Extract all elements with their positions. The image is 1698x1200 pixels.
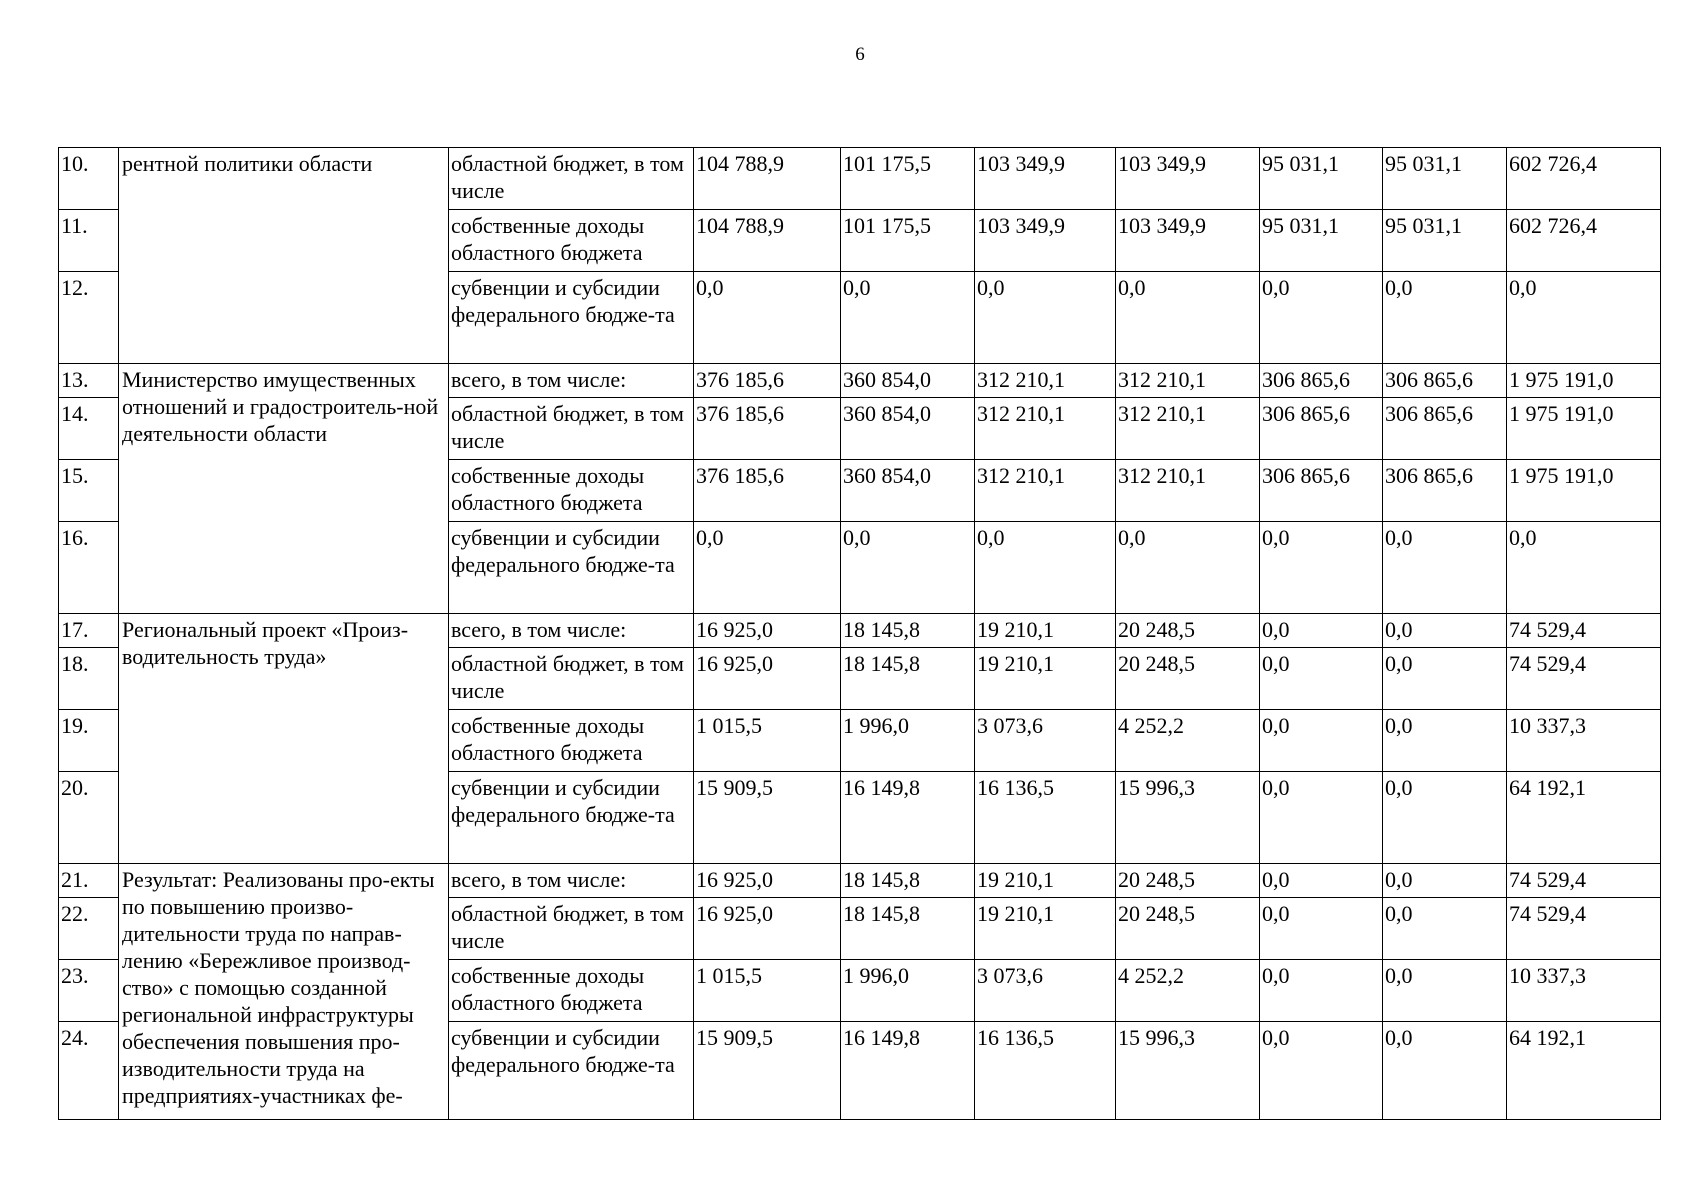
year-value: 0,0 xyxy=(694,272,841,364)
funding-source: собственные доходы областного бюджета xyxy=(449,460,694,522)
total-value: 10 337,3 xyxy=(1507,960,1661,1022)
year-value: 101 175,5 xyxy=(841,148,975,210)
year-value: 0,0 xyxy=(1383,898,1507,960)
year-value: 0,0 xyxy=(1260,272,1383,364)
year-value: 0,0 xyxy=(1383,960,1507,1022)
row-number: 22. xyxy=(59,898,119,960)
year-value: 16 925,0 xyxy=(694,648,841,710)
year-value: 0,0 xyxy=(1116,522,1260,614)
year-value: 3 073,6 xyxy=(975,710,1116,772)
year-value: 0,0 xyxy=(975,272,1116,364)
year-value: 1 996,0 xyxy=(841,960,975,1022)
year-value: 1 015,5 xyxy=(694,710,841,772)
year-value: 312 210,1 xyxy=(1116,398,1260,460)
year-value: 20 248,5 xyxy=(1116,614,1260,648)
funding-source: субвенции и субсидии федерального бюдже-та xyxy=(449,522,694,614)
year-value: 19 210,1 xyxy=(975,614,1116,648)
year-value: 1 015,5 xyxy=(694,960,841,1022)
year-value: 0,0 xyxy=(1260,648,1383,710)
year-value: 104 788,9 xyxy=(694,210,841,272)
row-number: 20. xyxy=(59,772,119,864)
funding-source: областной бюджет, в том числе xyxy=(449,398,694,460)
row-number: 16. xyxy=(59,522,119,614)
year-value: 16 136,5 xyxy=(975,772,1116,864)
year-value: 0,0 xyxy=(1260,864,1383,898)
year-value: 306 865,6 xyxy=(1383,398,1507,460)
total-value: 1 975 191,0 xyxy=(1507,460,1661,522)
year-value: 18 145,8 xyxy=(841,614,975,648)
year-value: 306 865,6 xyxy=(1260,398,1383,460)
total-value: 74 529,4 xyxy=(1507,648,1661,710)
year-value: 0,0 xyxy=(694,522,841,614)
responsible-executor: рентной политики области xyxy=(119,148,449,364)
year-value: 19 210,1 xyxy=(975,898,1116,960)
year-value: 0,0 xyxy=(1383,272,1507,364)
year-value: 0,0 xyxy=(841,272,975,364)
year-value: 16 149,8 xyxy=(841,772,975,864)
year-value: 20 248,5 xyxy=(1116,898,1260,960)
year-value: 95 031,1 xyxy=(1260,148,1383,210)
year-value: 0,0 xyxy=(1383,648,1507,710)
year-value: 16 925,0 xyxy=(694,614,841,648)
year-value: 18 145,8 xyxy=(841,648,975,710)
year-value: 101 175,5 xyxy=(841,210,975,272)
total-value: 0,0 xyxy=(1507,272,1661,364)
table-row xyxy=(59,614,1661,648)
year-value: 306 865,6 xyxy=(1383,364,1507,398)
year-value: 0,0 xyxy=(1260,898,1383,960)
total-value: 74 529,4 xyxy=(1507,614,1661,648)
year-value: 0,0 xyxy=(1383,522,1507,614)
year-value: 360 854,0 xyxy=(841,364,975,398)
row-number: 15. xyxy=(59,460,119,522)
table-row xyxy=(59,364,1661,398)
year-value: 0,0 xyxy=(1116,272,1260,364)
year-value: 20 248,5 xyxy=(1116,864,1260,898)
year-value: 360 854,0 xyxy=(841,398,975,460)
budget-table xyxy=(58,147,1661,1120)
funding-source: областной бюджет, в том числе xyxy=(449,648,694,710)
responsible-executor: Министерство имущественных отношений и градостроитель-ной деятельности области xyxy=(119,364,449,614)
year-value: 15 909,5 xyxy=(694,1022,841,1120)
responsible-executor: Региональный проект «Произ-водительность труда» xyxy=(119,614,449,864)
year-value: 306 865,6 xyxy=(1260,460,1383,522)
funding-source: субвенции и субсидии федерального бюдже-та xyxy=(449,272,694,364)
year-value: 376 185,6 xyxy=(694,398,841,460)
table-row xyxy=(59,864,1661,898)
row-number: 13. xyxy=(59,364,119,398)
row-number: 24. xyxy=(59,1022,119,1120)
funding-source: всего, в том числе: xyxy=(449,364,694,398)
year-value: 0,0 xyxy=(1260,614,1383,648)
year-value: 312 210,1 xyxy=(975,398,1116,460)
funding-source: собственные доходы областного бюджета xyxy=(449,210,694,272)
row-number: 23. xyxy=(59,960,119,1022)
page-number: 6 xyxy=(855,44,865,65)
funding-source: всего, в том числе: xyxy=(449,614,694,648)
total-value: 64 192,1 xyxy=(1507,1022,1661,1120)
year-value: 19 210,1 xyxy=(975,648,1116,710)
year-value: 376 185,6 xyxy=(694,364,841,398)
year-value: 95 031,1 xyxy=(1260,210,1383,272)
year-value: 103 349,9 xyxy=(975,210,1116,272)
total-value: 602 726,4 xyxy=(1507,210,1661,272)
total-value: 74 529,4 xyxy=(1507,898,1661,960)
year-value: 360 854,0 xyxy=(841,460,975,522)
total-value: 64 192,1 xyxy=(1507,772,1661,864)
year-value: 376 185,6 xyxy=(694,460,841,522)
funding-source: субвенции и субсидии федерального бюдже-та xyxy=(449,1022,694,1120)
funding-source: собственные доходы областного бюджета xyxy=(449,960,694,1022)
year-value: 103 349,9 xyxy=(975,148,1116,210)
total-value: 0,0 xyxy=(1507,522,1661,614)
year-value: 0,0 xyxy=(1260,1022,1383,1120)
year-value: 95 031,1 xyxy=(1383,210,1507,272)
year-value: 0,0 xyxy=(1260,522,1383,614)
funding-source: областной бюджет, в том числе xyxy=(449,898,694,960)
year-value: 95 031,1 xyxy=(1383,148,1507,210)
year-value: 18 145,8 xyxy=(841,898,975,960)
funding-source: собственные доходы областного бюджета xyxy=(449,710,694,772)
year-value: 312 210,1 xyxy=(975,364,1116,398)
total-value: 602 726,4 xyxy=(1507,148,1661,210)
year-value: 4 252,2 xyxy=(1116,960,1260,1022)
table-row xyxy=(59,148,1661,210)
year-value: 0,0 xyxy=(1383,1022,1507,1120)
year-value: 0,0 xyxy=(1260,710,1383,772)
row-number: 19. xyxy=(59,710,119,772)
year-value: 0,0 xyxy=(1383,772,1507,864)
year-value: 0,0 xyxy=(1260,772,1383,864)
total-value: 1 975 191,0 xyxy=(1507,398,1661,460)
year-value: 306 865,6 xyxy=(1260,364,1383,398)
year-value: 0,0 xyxy=(1383,614,1507,648)
year-value: 19 210,1 xyxy=(975,864,1116,898)
funding-source: субвенции и субсидии федерального бюдже-та xyxy=(449,772,694,864)
year-value: 15 996,3 xyxy=(1116,772,1260,864)
year-value: 312 210,1 xyxy=(1116,460,1260,522)
total-value: 10 337,3 xyxy=(1507,710,1661,772)
row-number: 18. xyxy=(59,648,119,710)
row-number: 17. xyxy=(59,614,119,648)
year-value: 16 136,5 xyxy=(975,1022,1116,1120)
total-value: 74 529,4 xyxy=(1507,864,1661,898)
year-value: 312 210,1 xyxy=(975,460,1116,522)
year-value: 0,0 xyxy=(1383,864,1507,898)
year-value: 16 149,8 xyxy=(841,1022,975,1120)
row-number: 11. xyxy=(59,210,119,272)
funding-source: всего, в том числе: xyxy=(449,864,694,898)
year-value: 103 349,9 xyxy=(1116,210,1260,272)
year-value: 3 073,6 xyxy=(975,960,1116,1022)
year-value: 20 248,5 xyxy=(1116,648,1260,710)
year-value: 16 925,0 xyxy=(694,864,841,898)
row-number: 10. xyxy=(59,148,119,210)
year-value: 0,0 xyxy=(841,522,975,614)
year-value: 0,0 xyxy=(975,522,1116,614)
year-value: 103 349,9 xyxy=(1116,148,1260,210)
year-value: 4 252,2 xyxy=(1116,710,1260,772)
row-number: 14. xyxy=(59,398,119,460)
total-value: 1 975 191,0 xyxy=(1507,364,1661,398)
row-number: 12. xyxy=(59,272,119,364)
funding-source: областной бюджет, в том числе xyxy=(449,148,694,210)
year-value: 0,0 xyxy=(1260,960,1383,1022)
year-value: 15 909,5 xyxy=(694,772,841,864)
year-value: 306 865,6 xyxy=(1383,460,1507,522)
year-value: 1 996,0 xyxy=(841,710,975,772)
year-value: 104 788,9 xyxy=(694,148,841,210)
year-value: 18 145,8 xyxy=(841,864,975,898)
year-value: 312 210,1 xyxy=(1116,364,1260,398)
year-value: 15 996,3 xyxy=(1116,1022,1260,1120)
row-number: 21. xyxy=(59,864,119,898)
year-value: 0,0 xyxy=(1383,710,1507,772)
responsible-executor: Результат: Реализованы про-екты по повышению произво-дительности труда по направ-лению «Бережливое производ-ство» с помощью созданной региональной инфраструктуры обеспечения повышения про-изводительности труда на предприятиях-участниках фе- xyxy=(119,864,449,1120)
year-value: 16 925,0 xyxy=(694,898,841,960)
